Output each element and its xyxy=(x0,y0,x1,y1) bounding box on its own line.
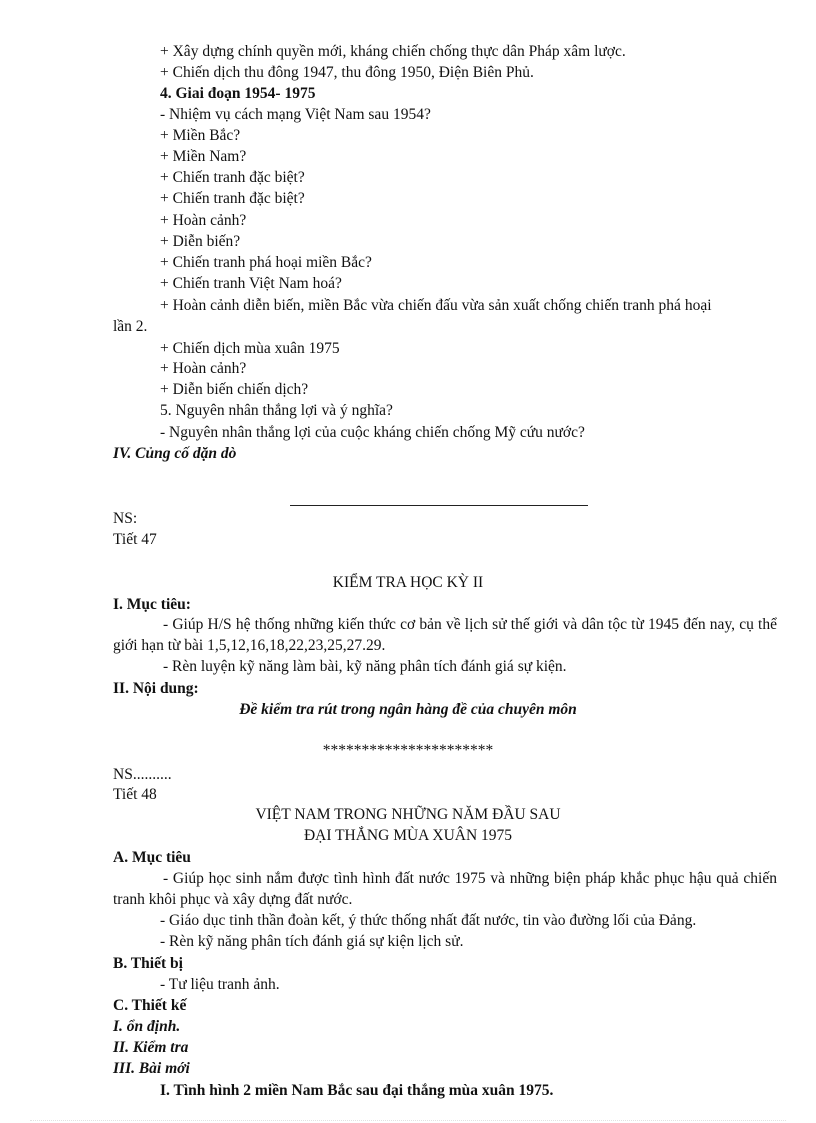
page-title: VIỆT NAM TRONG NHỮNG NĂM ĐẦU SAU xyxy=(255,806,561,823)
text-line: + Chiến dịch thu đông 1947, thu đông 1950, Điện Biên Phủ. xyxy=(160,64,534,81)
section-heading: A. Mục tiêu xyxy=(113,849,191,866)
paragraph: - Giúp H/S hệ thống những kiến thức cơ bản về lịch sử thế giới và dân tộc từ 1945 đến nay, cụ thể giới hạn từ bài 1,5,12,16,18,22,23,25,27.29. xyxy=(113,616,777,654)
section-heading: II. Nội dung: xyxy=(113,680,199,697)
text-line: NS.......... xyxy=(113,766,172,783)
section-heading: 4. Giai đoạn 1954- 1975 xyxy=(160,85,316,102)
text-line: - Tư liệu tranh ảnh. xyxy=(160,976,280,993)
separator-line xyxy=(290,505,588,506)
lesson-number: Tiết 48 xyxy=(113,786,157,803)
section-heading: C. Thiết kế xyxy=(113,997,187,1014)
text-line: - Giáo dục tinh thần đoàn kết, ý thức thống nhất đất nước, tin vào đường lối của Đảng. xyxy=(160,912,697,929)
text-line: + Chiến tranh Việt Nam hoá? xyxy=(160,275,342,292)
text-line: lần 2. xyxy=(113,318,148,335)
subtitle: Đề kiểm tra rút trong ngân hàng đề của chuyên môn xyxy=(239,701,577,718)
text-line: + Chiến dịch mùa xuân 1975 xyxy=(160,340,340,357)
text-line: + Chiến tranh phá hoại miền Bắc? xyxy=(160,254,372,271)
text-line: + Diễn biến? xyxy=(160,233,241,250)
section-heading: I. Mục tiêu: xyxy=(113,596,191,613)
lesson-number: Tiết 47 xyxy=(113,531,157,548)
text-line: + Xây dựng chính quyền mới, kháng chiến chống thực dân Pháp xâm lược. xyxy=(160,43,626,60)
section-heading: II. Kiểm tra xyxy=(113,1039,189,1056)
section-heading: III. Bài mới xyxy=(113,1060,190,1077)
text-line: + Miền Bắc? xyxy=(160,127,241,144)
text-line: - Nguyên nhân thắng lợi của cuộc kháng chiến chống Mỹ cứu nước? xyxy=(160,424,585,441)
text-line: + Diễn biến chiến dịch? xyxy=(160,381,309,398)
text-line: - Nhiệm vụ cách mạng Việt Nam sau 1954? xyxy=(160,106,431,123)
text-line: + Hoàn cảnh diễn biến, miền Bắc vừa chiến đấu vừa sản xuất chống chiến tranh phá hoại xyxy=(160,297,712,314)
section-heading: I. ổn định. xyxy=(113,1018,181,1035)
section-heading: IV. Củng cố dặn dò xyxy=(113,445,237,462)
text-line: - Rèn luyện kỹ năng làm bài, kỹ năng phân tích đánh giá sự kiện. xyxy=(163,658,567,675)
text-line: + Miền Nam? xyxy=(160,148,247,165)
text-line: NS: xyxy=(113,510,138,527)
text-line: + Hoàn cảnh? xyxy=(160,360,247,377)
text-line: + Chiến tranh đặc biệt? xyxy=(160,190,305,207)
text-line: + Chiến tranh đặc biệt? xyxy=(160,169,305,186)
separator-stars: ********************** xyxy=(322,742,494,759)
section-heading: I. Tình hình 2 miền Nam Bắc sau đại thắng mùa xuân 1975. xyxy=(160,1082,554,1099)
section-heading: B. Thiết bị xyxy=(113,955,183,972)
page-title: KIỂM TRA HỌC KỲ II xyxy=(332,574,484,591)
text-line: 5. Nguyên nhân thắng lợi và ý nghĩa? xyxy=(160,402,393,419)
page-bottom-border xyxy=(30,1120,786,1121)
paragraph: - Giúp học sinh nắm được tình hình đất nước 1975 và những biện pháp khắc phục hậu quả chiến tranh khôi phục và xây dựng đất nước. xyxy=(113,870,777,908)
text-line: + Hoàn cảnh? xyxy=(160,212,247,229)
page-title: ĐẠI THẮNG MÙA XUÂN 1975 xyxy=(303,827,513,844)
text-line: - Rèn kỹ năng phân tích đánh giá sự kiện lịch sử. xyxy=(160,933,464,950)
